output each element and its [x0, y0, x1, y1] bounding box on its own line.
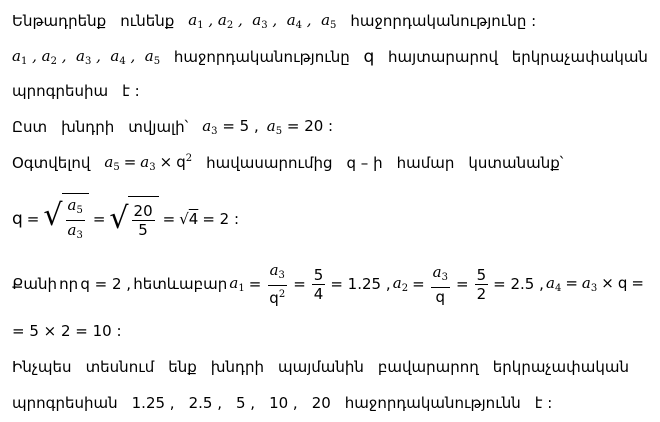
term: 2.5 ,: [188, 394, 222, 412]
word: տեսնում: [85, 358, 155, 376]
sequence-a1-a5: $a_1$ , $a_2$ , $a_3$ , $a_4$ , $a_5$: [188, 11, 337, 31]
word: կստանանք՝: [468, 154, 564, 172]
line-2: [12, 42, 648, 72]
word: հետևաբար: [133, 275, 228, 293]
line-4: [12, 112, 347, 142]
word: Քանի: [12, 275, 57, 293]
a2-formula: $a_2$ = $\frac{a_3}{q}$ = $\frac{5}{2}$ = 2.5 ,: [392, 262, 544, 306]
term: 1.25 ,: [131, 394, 175, 412]
sqrt-4: √4: [179, 210, 199, 228]
word: որ: [59, 275, 79, 293]
word: q – ի: [346, 154, 383, 172]
term: 5 ,: [235, 394, 256, 412]
a4-formula: $a_4 = a_3 \times q$ =: [546, 274, 644, 294]
word: երկրաչափական: [492, 358, 629, 376]
ratio-q: q: [363, 47, 375, 67]
word: հաջորդականությունը: [173, 48, 350, 66]
line-10: [12, 388, 566, 418]
term: 20: [311, 394, 331, 412]
sqrt-a5-over-a3: √ $\frac{a_5}{a_3}$: [43, 193, 88, 245]
line-8: [12, 316, 122, 346]
line-9: [12, 352, 643, 382]
word: պրոգրեսիա: [12, 82, 109, 100]
sqrt-20-over-5: √ $\frac{20}{5}$: [109, 196, 158, 242]
word: երկրաչափական: [511, 48, 648, 66]
sequence-a1-a5: $a_1$ , $a_2$ , $a_3$ , $a_4$ , $a_5$: [12, 47, 161, 67]
word: հավասարումից: [206, 154, 333, 172]
a4-result: = 5 × 2 = 10 :: [12, 322, 122, 340]
given-a3: $a_3 = 5$ ,: [202, 117, 259, 137]
line-5: [12, 148, 577, 178]
word: ենք: [168, 358, 197, 376]
word: է :: [122, 82, 140, 100]
word: Ըստ: [12, 118, 48, 136]
word: համար: [396, 154, 455, 172]
word: ունենք: [120, 12, 175, 30]
ratio-q: q: [12, 209, 23, 229]
line-3: [12, 76, 154, 106]
a1-formula: $a_1$ = $\frac{a_3}{q^2}$ = $\frac{5}{4}$ = 1.25 ,: [229, 261, 391, 307]
word: տվյալի՝: [128, 118, 189, 136]
word: պրոգրեսիան: [12, 394, 118, 412]
given-a5: $a_5 = 20$ :: [266, 117, 334, 137]
word: հայտարարով: [388, 48, 499, 66]
word: Ենթադրենք: [12, 12, 107, 30]
word: խնդրի: [210, 358, 264, 376]
line-6-formula: q = √ $\frac{a_5}{a_3}$ = √ $\frac{20}{5}$ = √4 = 2 :: [12, 192, 239, 246]
word: Օգտվելով: [12, 154, 91, 172]
word: խնդրի: [61, 118, 115, 136]
line-7: [12, 262, 648, 306]
word: հաջորդականությունը :: [350, 12, 537, 30]
word: պայմանին: [277, 358, 364, 376]
term: 10 ,: [269, 394, 298, 412]
line-1: [12, 6, 550, 36]
word: բավարարող: [377, 358, 479, 376]
word: Ինչպես: [12, 358, 72, 376]
equation-a5: $a_5 = a_3 \times q^2$: [104, 153, 193, 173]
word: q = 2 ,: [80, 275, 132, 293]
word: հաջորդականությունն: [344, 394, 521, 412]
result: = 2 :: [202, 210, 240, 228]
word: է :: [534, 394, 553, 412]
